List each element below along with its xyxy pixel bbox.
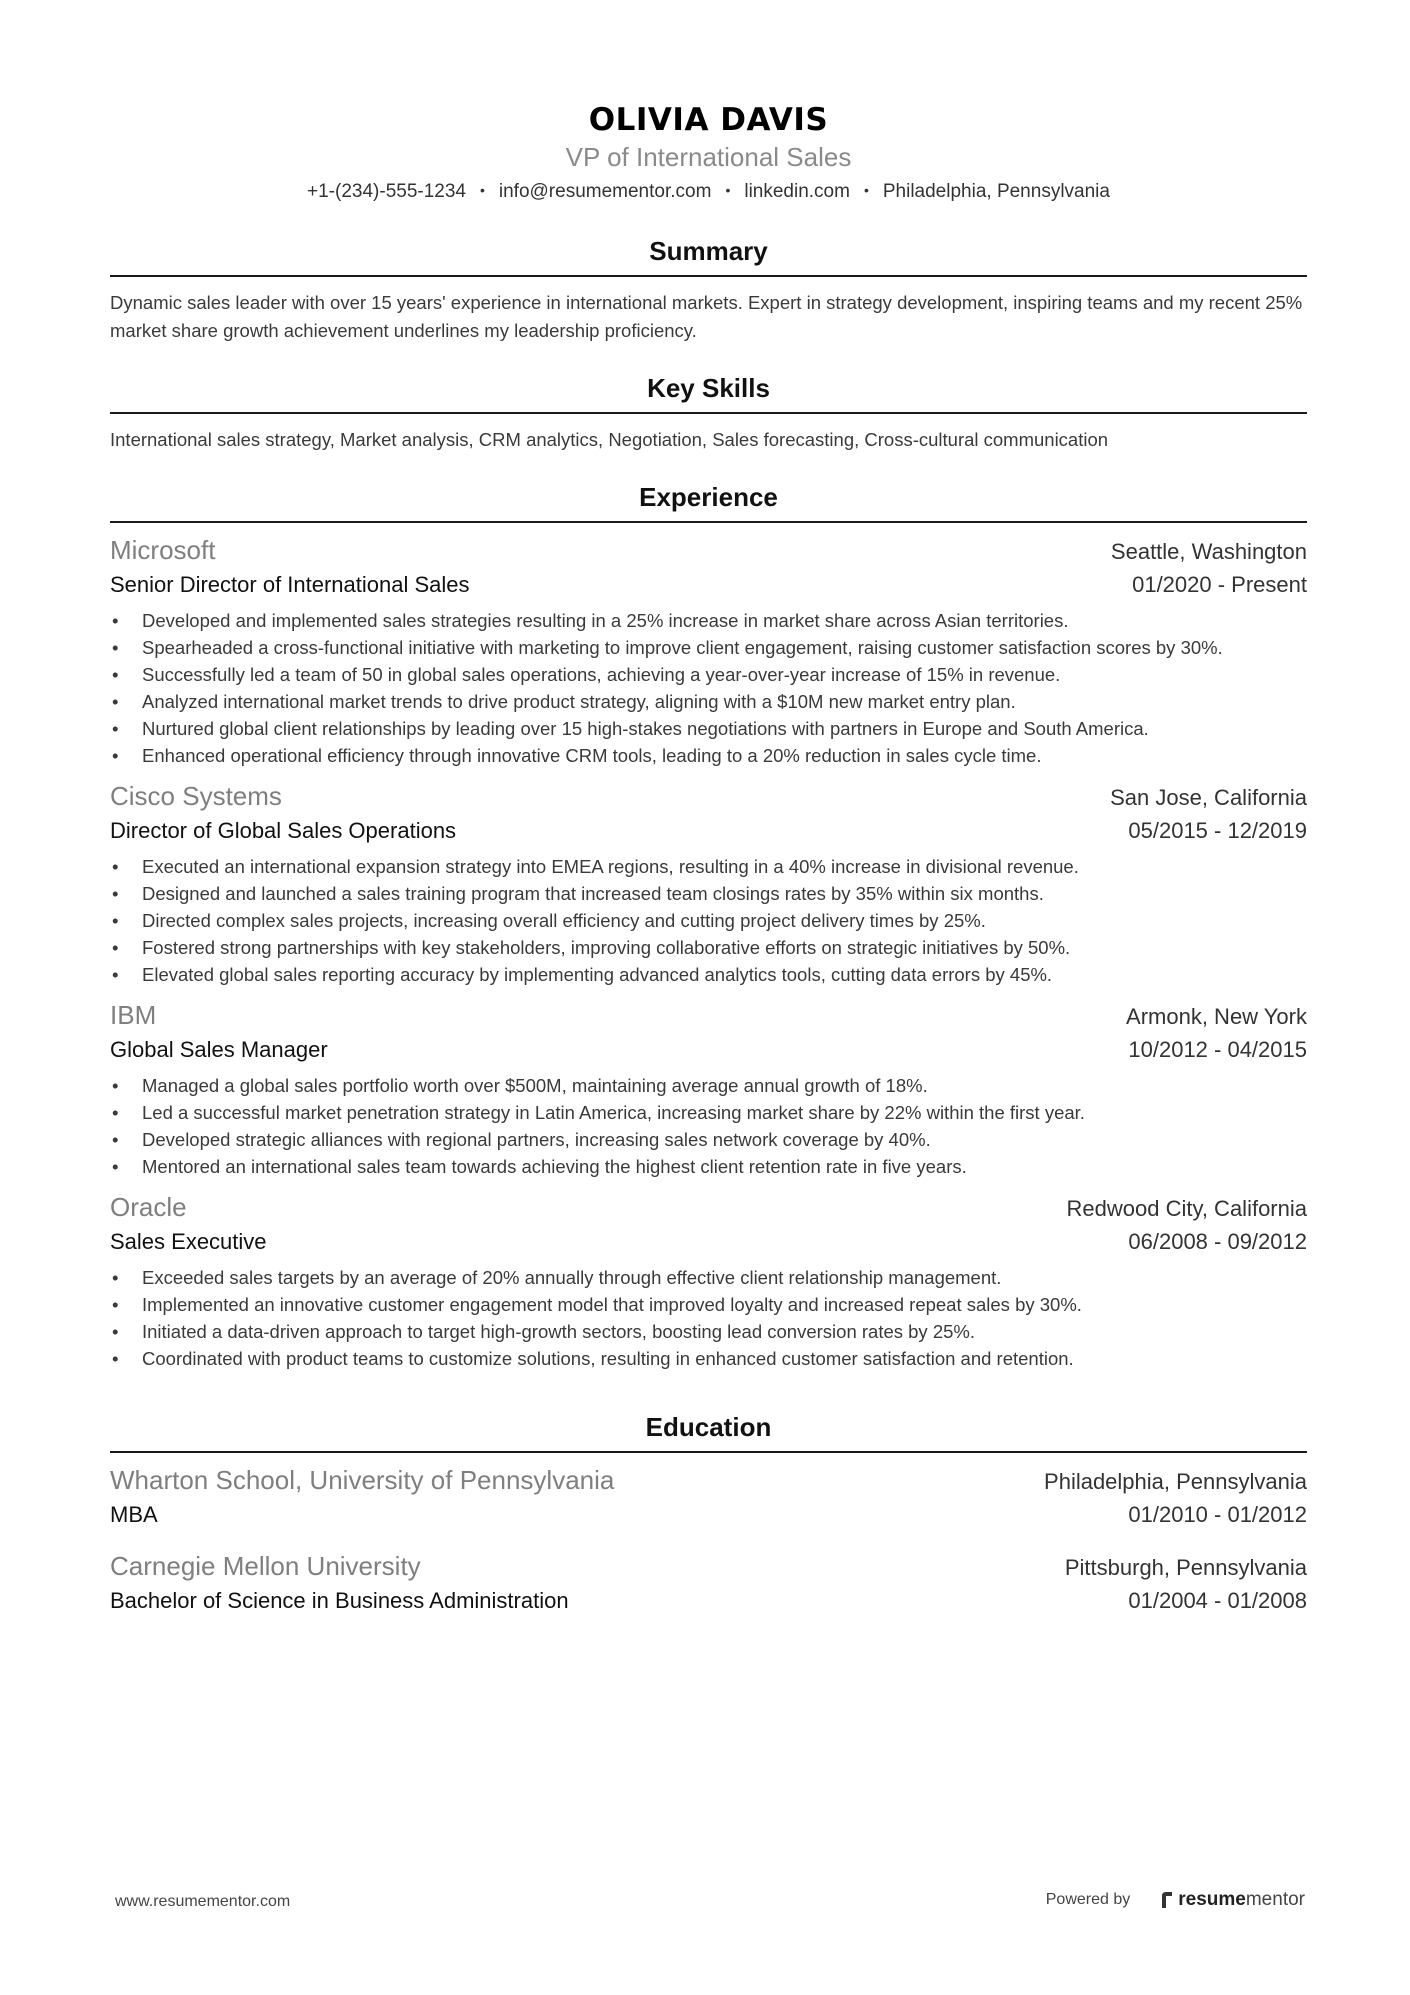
bullet-item: • Enhanced operational efficiency through innovative CRM tools, leading to a 20% reduction in sales cycle time.	[110, 742, 1307, 769]
candidate-name: OLIVIA DAVIS	[588, 102, 829, 138]
contact-linkedin[interactable]: linkedin.com	[744, 181, 850, 202]
footer-branding	[1046, 1889, 1305, 1911]
summary-heading: Summary	[110, 234, 1307, 277]
contact-line	[110, 176, 1307, 206]
separator-dot: •	[863, 182, 869, 198]
job-company: Oracle	[110, 1192, 187, 1222]
education-entry	[110, 1463, 1307, 1531]
school-name: Carnegie Mellon University	[110, 1551, 421, 1581]
education-entry	[110, 1549, 1307, 1617]
job-location: Armonk, New York	[1126, 1004, 1307, 1029]
experience-heading: Experience	[110, 480, 1307, 523]
bullet-item: • Led a successful market penetration strategy in Latin America, increasing market share by 22% within the first year.	[110, 1099, 1307, 1126]
job-location: San Jose, California	[1110, 785, 1307, 810]
brand-logo[interactable]	[1160, 1889, 1305, 1911]
bullet-item: • Developed and implemented sales strategies resulting in a 25% increase in market share across Asian territories.	[110, 607, 1307, 634]
bullet-item: • Designed and launched a sales training program that increased team closings rates by 35% within six months.	[110, 880, 1307, 907]
job-position: Global Sales Manager	[110, 1037, 328, 1062]
resume-page	[110, 100, 1307, 1617]
resume-header	[110, 100, 1307, 206]
job-dates: 06/2008 - 09/2012	[1128, 1229, 1307, 1254]
school-location: Philadelphia, Pennsylvania	[1044, 1469, 1307, 1494]
skills-section	[110, 371, 1307, 454]
bullet-item: • Successfully led a team of 50 in global sales operations, achieving a year-over-year increase of 15% in revenue.	[110, 661, 1307, 688]
job-bullets	[110, 1264, 1307, 1372]
powered-by-text: Powered by	[1045, 1891, 1131, 1908]
job-entry	[110, 779, 1307, 988]
school-name: Wharton School, University of Pennsylvania	[110, 1465, 615, 1495]
job-entry	[110, 533, 1307, 769]
bullet-item: • Mentored an international sales team towards achieving the highest client retention rate in five years.	[110, 1153, 1307, 1180]
job-entry	[110, 998, 1307, 1180]
job-bullets	[110, 1072, 1307, 1180]
candidate-title: VP of International Sales	[565, 142, 852, 172]
bullet-item: • Directed complex sales projects, increasing overall efficiency and cutting project delivery times by 25%.	[110, 907, 1307, 934]
skills-text: International sales strategy, Market analysis, CRM analytics, Negotiation, Sales forecasting, Cross-cultural communication	[110, 429, 1109, 450]
education-section	[110, 1410, 1307, 1617]
job-location: Redwood City, California	[1066, 1196, 1307, 1221]
separator-dot: •	[479, 182, 485, 198]
summary-section	[110, 234, 1307, 345]
bullet-item: • Fostered strong partnerships with key stakeholders, improving collaborative efforts on strategic initiatives by 50%.	[110, 934, 1307, 961]
job-position: Senior Director of International Sales	[110, 572, 470, 597]
footer-website[interactable]: www.resumementor.com	[115, 1893, 291, 1910]
job-company: Microsoft	[110, 535, 216, 565]
bullet-item: • Analyzed international market trends to drive product strategy, aligning with a $10M new market entry plan.	[110, 688, 1307, 715]
bullet-item: • Managed a global sales portfolio worth over $500M, maintaining average annual growth of 18%.	[110, 1072, 1307, 1099]
education-dates: 01/2004 - 01/2008	[1128, 1588, 1307, 1613]
contact-email[interactable]: info@resumementor.com	[498, 181, 712, 202]
brand-mark-icon	[1160, 1891, 1174, 1909]
school-location: Pittsburgh, Pennsylvania	[1064, 1555, 1307, 1580]
job-company: Cisco Systems	[110, 781, 282, 811]
job-dates: 01/2020 - Present	[1132, 572, 1307, 597]
bullet-item: • Executed an international expansion strategy into EMEA regions, resulting in a 40% increase in divisional revenue.	[110, 853, 1307, 880]
bullet-item: • Initiated a data-driven approach to target high-growth sectors, boosting lead conversion rates by 25%.	[110, 1318, 1307, 1345]
summary-text: Dynamic sales leader with over 15 years' experience in international markets. Expert in strategy development, inspiring teams and my recent 25% market share growth achievement underlines my leadership proficiency.	[110, 292, 1303, 341]
bullet-item: • Nurtured global client relationships by leading over 15 high-stakes negotiations with partners in Europe and South America.	[110, 715, 1307, 742]
separator-dot: •	[725, 182, 731, 198]
brand-name-light: mentor	[1245, 1889, 1305, 1910]
bullet-item: • Spearheaded a cross-functional initiative with marketing to improve client engagement, raising customer satisfaction scores by 30%.	[110, 634, 1307, 661]
bullet-item: • Elevated global sales reporting accuracy by implementing advanced analytics tools, cutting data errors by 45%.	[110, 961, 1307, 988]
job-bullets	[110, 853, 1307, 988]
brand-name-bold: resume	[1178, 1889, 1246, 1910]
degree-name: MBA	[110, 1502, 158, 1527]
bullet-item: • Exceeded sales targets by an average of 20% annually through effective client relationship management.	[110, 1264, 1307, 1291]
skills-heading: Key Skills	[110, 371, 1307, 414]
experience-section	[110, 480, 1307, 1372]
job-position: Director of Global Sales Operations	[110, 818, 457, 843]
job-dates: 05/2015 - 12/2019	[1128, 818, 1307, 843]
job-bullets	[110, 607, 1307, 769]
bullet-item: • Implemented an innovative customer engagement model that improved loyalty and increased repeat sales by 30%.	[110, 1291, 1307, 1318]
bullet-item: • Developed strategic alliances with regional partners, increasing sales network coverage by 40%.	[110, 1126, 1307, 1153]
job-entry	[110, 1190, 1307, 1372]
bullet-item: • Coordinated with product teams to customize solutions, resulting in enhanced customer satisfaction and retention.	[110, 1345, 1307, 1372]
degree-name: Bachelor of Science in Business Administration	[110, 1588, 569, 1613]
job-position: Sales Executive	[110, 1229, 267, 1254]
job-dates: 10/2012 - 04/2015	[1128, 1037, 1307, 1062]
job-company: IBM	[110, 1000, 157, 1030]
contact-location: Philadelphia, Pennsylvania	[882, 181, 1110, 202]
contact-phone: +1-(234)-555-1234	[307, 181, 466, 202]
education-heading: Education	[110, 1410, 1307, 1453]
education-dates: 01/2010 - 01/2012	[1128, 1502, 1307, 1527]
job-location: Seattle, Washington	[1110, 539, 1307, 564]
